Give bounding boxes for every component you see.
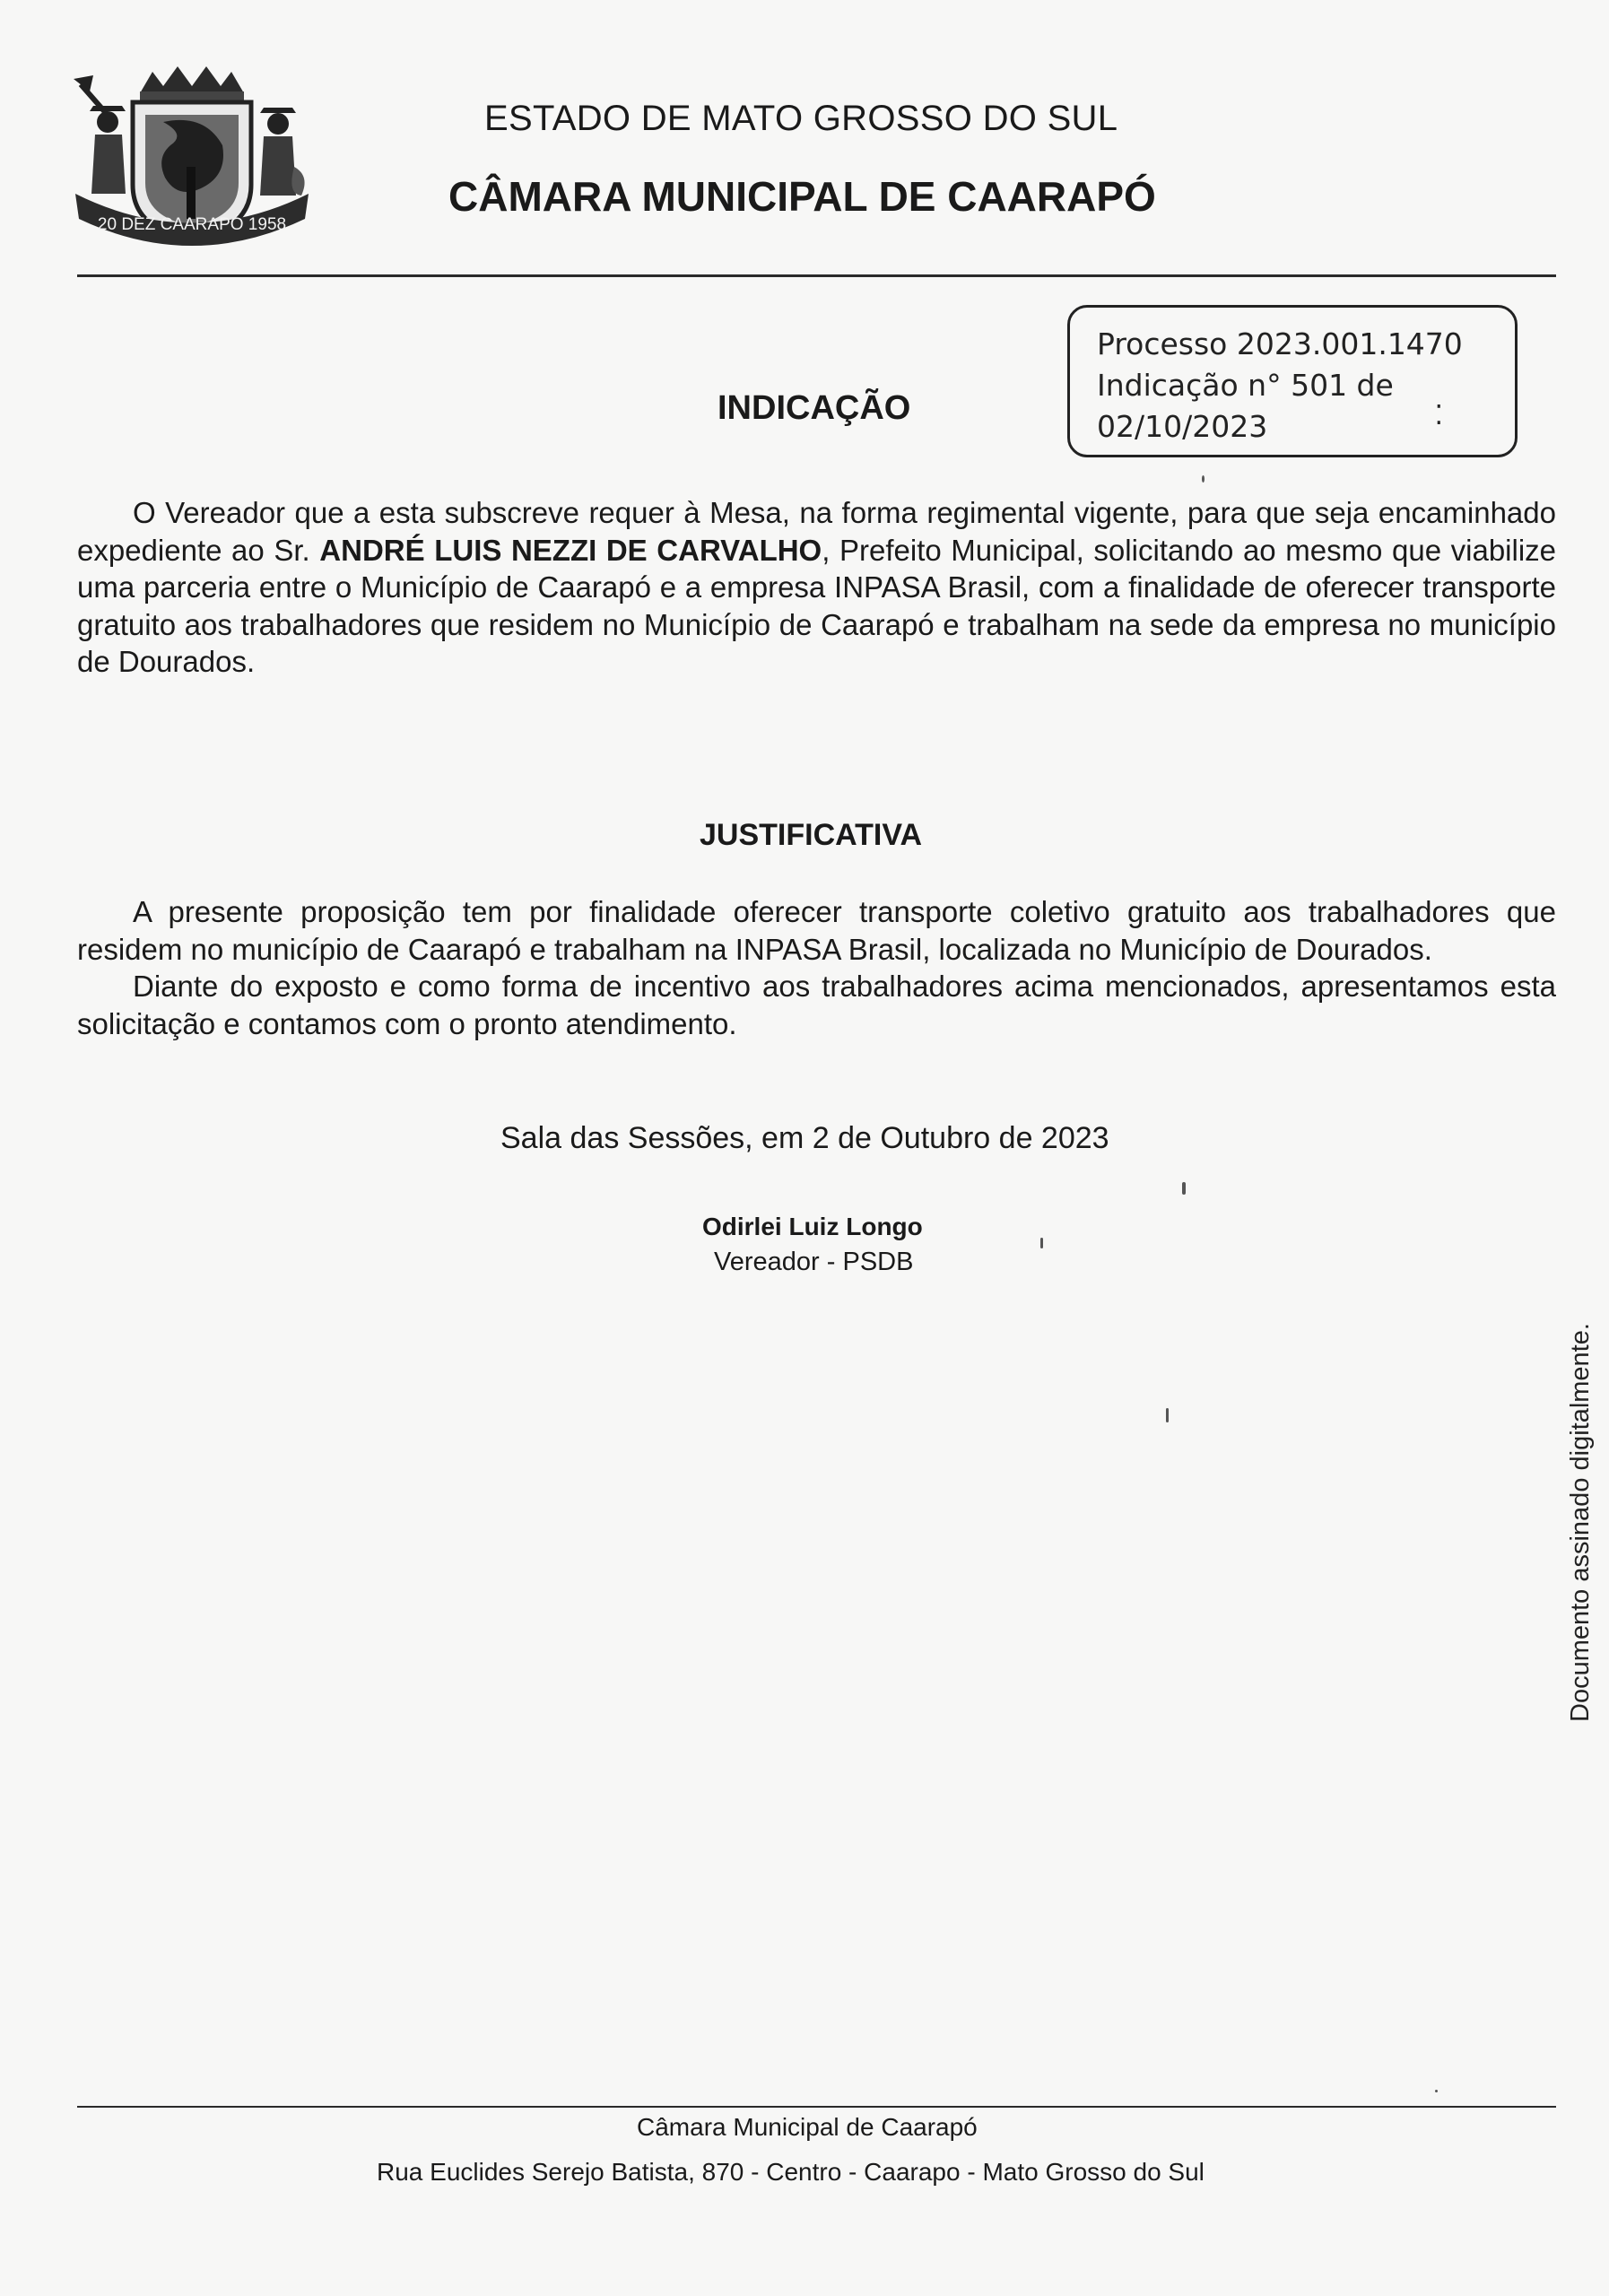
header-divider	[77, 274, 1556, 277]
state-heading: ESTADO DE MATO GROSSO DO SUL	[484, 99, 1118, 138]
scan-speck	[1166, 1408, 1169, 1422]
protocol-stamp: Processo 2023.001.1470 Indicação n° 501 de 02/10/2023 ⁚	[1067, 305, 1518, 457]
scan-speck	[1040, 1238, 1043, 1248]
place-and-date: Sala das Sessões, em 2 de Outubro de 2023	[500, 1121, 1109, 1155]
mayor-name: ANDRÉ LUIS NEZZI DE CARVALHO	[319, 533, 822, 567]
signer-role: Vereador - PSDB	[714, 1248, 914, 1276]
municipal-coat-of-arms-logo	[70, 59, 314, 258]
digital-signature-note: Documento assinado digitalmente.	[1566, 1323, 1595, 1722]
indication-number: Indicação n° 501 de	[1097, 368, 1394, 403]
chamber-heading: CÂMARA MUNICIPAL DE CAARAPÓ	[448, 173, 1156, 220]
signer-name: Odirlei Luiz Longo	[702, 1213, 923, 1240]
scan-speck	[1182, 1182, 1186, 1195]
justification-title: JUSTIFICATIVA	[700, 818, 923, 852]
document-title: INDICAÇÃO	[718, 389, 911, 427]
indication-body	[77, 494, 1556, 681]
body-text-start: O Vereador que a esta subscreve requer à Mesa, na forma regimental vigente, para que seja encaminhado expediente ao Sr.	[77, 496, 1556, 567]
protocol-date: 02/10/2023	[1097, 409, 1268, 444]
footer-address: Rua Euclides Serejo Batista, 870 - Centro - Caarapo - Mato Grosso do Sul	[377, 2158, 1205, 2186]
scan-speck	[1202, 475, 1205, 483]
footer-divider	[77, 2106, 1556, 2108]
scan-speck	[1435, 2090, 1438, 2092]
seal-banner-text: 20 DEZ CAARAPÓ 1958	[97, 215, 287, 234]
justification-body	[77, 893, 1556, 1042]
justification-paragraph-2: Diante do exposto e como forma de incentivo aos trabalhadores acima mencionados, apresentamos esta solicitação e contamos com o pronto atendimento.	[77, 970, 1556, 1040]
protocol-number: Processo 2023.001.1470	[1097, 326, 1463, 361]
justification-paragraph-1: A presente proposição tem por finalidade oferecer transporte coletivo gratuito aos trabalhadores que residem no município de Caarapó e trabalham na INPASA Brasil, localizada no Município de Dourados.	[77, 895, 1556, 966]
footer-chamber-name: Câmara Municipal de Caarapó	[637, 2113, 978, 2141]
body-text-end: , Prefeito Municipal, solicitando ao mesmo que viabilize uma parceria entre o Município de Caarapó e a empresa INPASA Brasil, com a finalidade de oferecer transporte gratuito aos trabalhadores que residem no Município de Caarapó e trabalham na sede da empresa no município de Dourados.	[77, 533, 1557, 678]
